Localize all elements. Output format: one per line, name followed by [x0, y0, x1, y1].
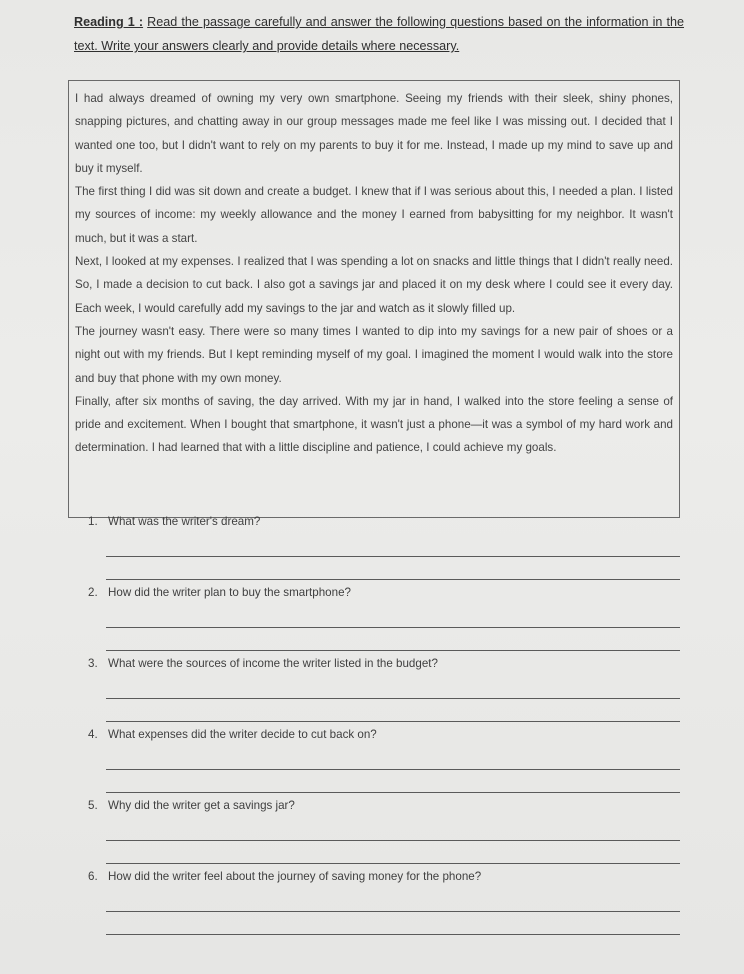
reading-instructions — [74, 10, 684, 58]
question-item — [88, 512, 680, 583]
answer-line[interactable] — [106, 792, 680, 793]
question-item — [88, 725, 680, 796]
question-list — [88, 512, 680, 938]
answer-line[interactable] — [106, 650, 680, 651]
question-text — [88, 870, 481, 883]
answer-line[interactable] — [106, 579, 680, 580]
passage-paragraph: Next, I looked at my expenses. I realized that I was spending a lot on snacks and little things that I didn't really need. So, I made a decision to cut back. I also got a savings jar and placed it on my desk where I could see it every day. Each week, I would carefully add my savings to the jar and watch as it slowly filled up. — [75, 255, 673, 315]
instructions-text: Read the passage carefully and answer the following questions based on the information in the text. Write your answers clearly and provide details where necessary. — [74, 15, 684, 53]
passage-paragraph: The first thing I did was sit down and create a budget. I knew that if I was serious about this, I needed a plan. I listed my sources of income: my weekly allowance and the money I earned from babysitting for my neighbor. It wasn't much, but it was a start. — [75, 185, 673, 245]
answer-line[interactable] — [106, 698, 680, 699]
reading-label: Reading 1 : — [74, 15, 144, 29]
question-text — [88, 799, 295, 812]
answer-line[interactable] — [106, 769, 680, 770]
question-number: 2. — [88, 586, 98, 599]
question-number: 6. — [88, 870, 98, 883]
answer-line[interactable] — [106, 721, 680, 722]
passage-paragraph: The journey wasn't easy. There were so many times I wanted to dip into my savings for a new pair of shoes or a night out with my friends. But I kept reminding myself of my goal. I imagined the moment I would walk into the store and buy that phone with my own money. — [75, 324, 673, 385]
question-prompt: How did the writer feel about the journey of saving money for the phone? — [108, 870, 482, 883]
question-text — [88, 586, 351, 599]
answer-line[interactable] — [106, 911, 680, 912]
passage-paragraph: I had always dreamed of owning my very own smartphone. Seeing my friends with their sleek, shiny phones, snapping pictures, and chatting away in our group messages made me feel like I was missing out. I decided that I wanted one too, but I didn't want to rely on my parents to buy it for me. Instead, I made up my mind to save up and buy it myself. — [75, 92, 673, 175]
question-text — [88, 515, 260, 528]
question-item — [88, 654, 680, 725]
question-item — [88, 583, 680, 654]
question-item — [88, 867, 680, 938]
question-prompt: What expenses did the writer decide to cut back on? — [108, 728, 377, 741]
question-number: 1. — [88, 515, 98, 528]
question-prompt: How did the writer plan to buy the smartphone? — [108, 586, 351, 599]
question-prompt: What was the writer's dream? — [108, 515, 261, 528]
answer-line[interactable] — [106, 863, 680, 864]
question-prompt: Why did the writer get a savings jar? — [108, 799, 295, 812]
answer-line[interactable] — [106, 627, 680, 628]
question-number: 4. — [88, 728, 98, 741]
answer-line[interactable] — [106, 556, 680, 557]
question-number: 3. — [88, 657, 98, 670]
question-text — [88, 657, 438, 670]
answer-line[interactable] — [106, 934, 680, 935]
question-text — [88, 728, 377, 741]
question-item — [88, 796, 680, 867]
question-prompt: What were the sources of income the writer listed in the budget? — [108, 657, 438, 670]
reading-passage-box — [68, 80, 680, 518]
answer-line[interactable] — [106, 840, 680, 841]
passage-paragraph: Finally, after six months of saving, the day arrived. With my jar in hand, I walked into the store feeling a sense of pride and excitement. When I bought that smartphone, it wasn't just a phone—it was a symbol of my hard work and determination. I had learned that with a little discipline and patience, I could achieve my goals. — [75, 394, 673, 455]
question-number: 5. — [88, 799, 98, 812]
